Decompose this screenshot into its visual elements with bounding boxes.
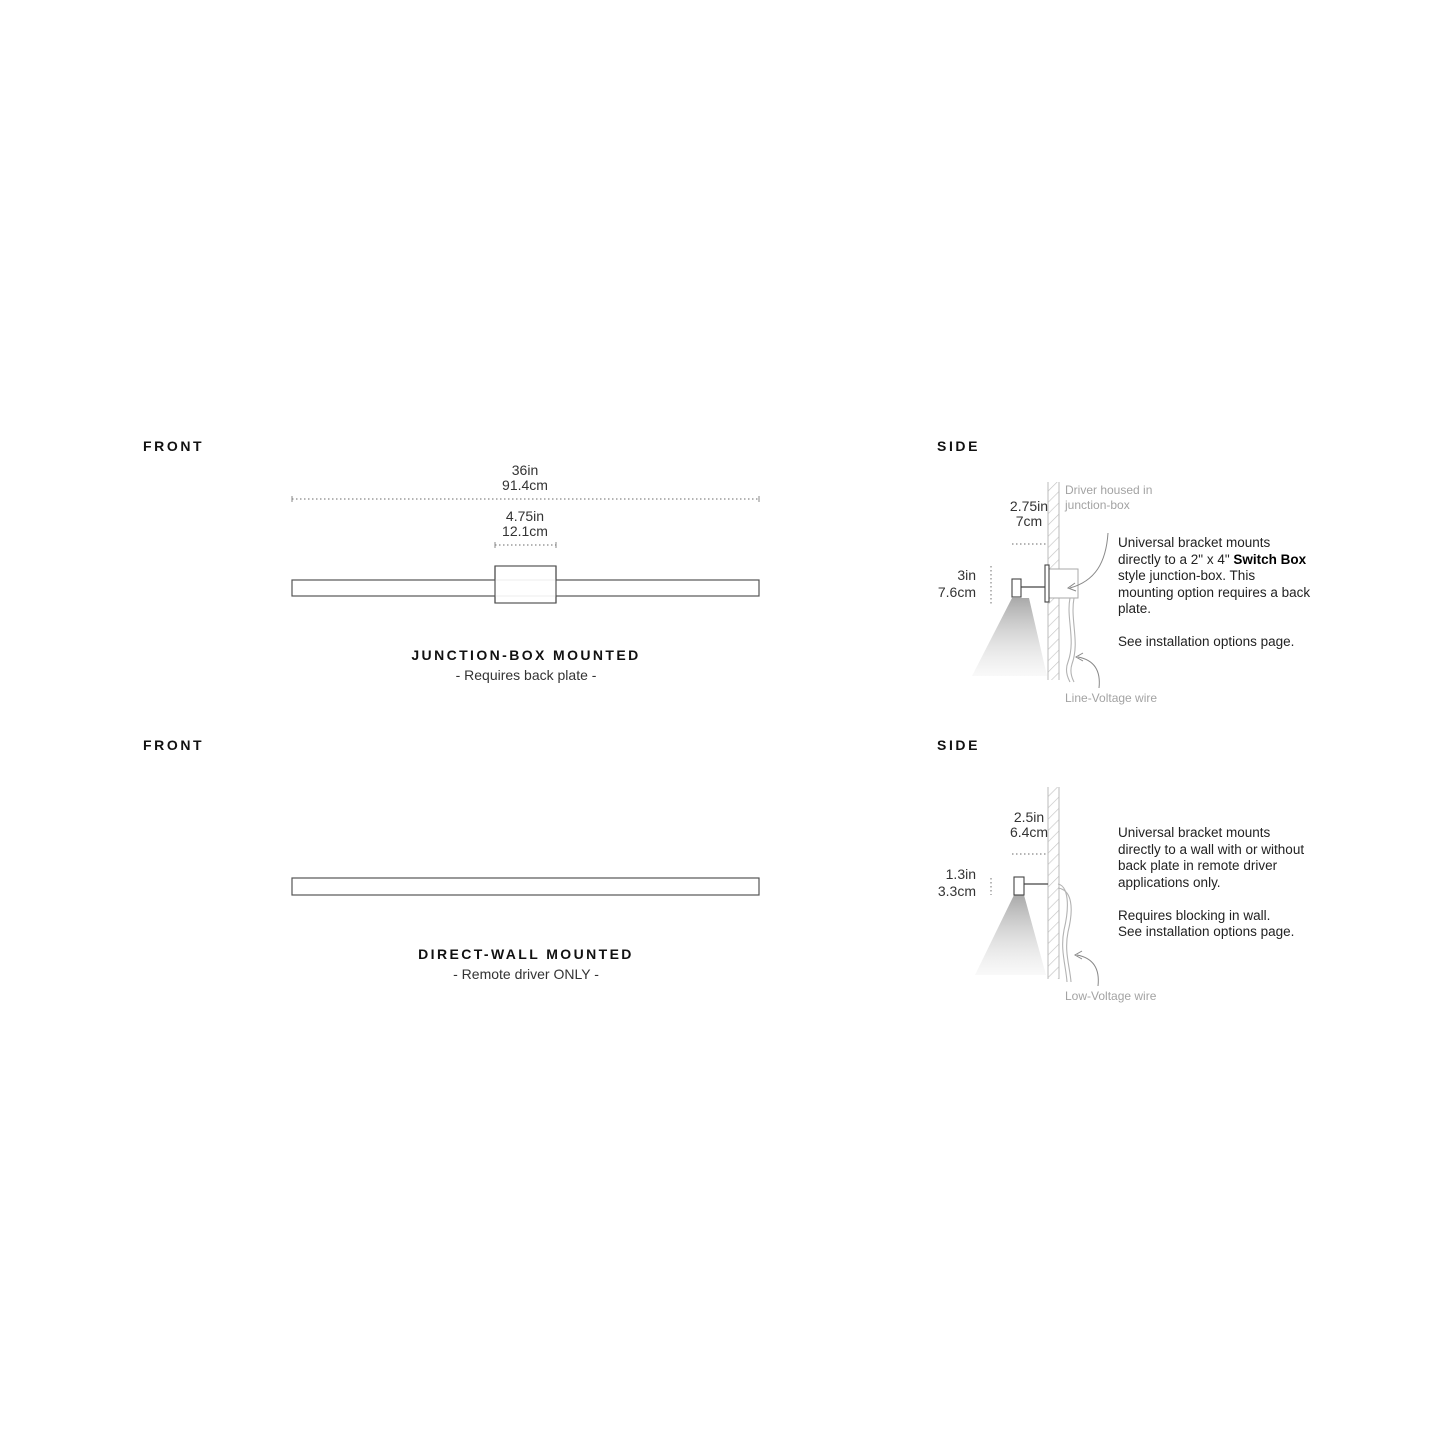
light-beam — [975, 895, 1046, 975]
direct-wall-description — [1118, 825, 1314, 941]
description-part: style junction-box. This mounting option requires a back plate. — [1118, 568, 1311, 616]
depth-in: 2.75in — [1009, 498, 1049, 514]
light-bar-outline — [292, 878, 759, 895]
junction-box-mounted-title: JUNCTION-BOX MOUNTED — [411, 647, 641, 663]
driver-note — [1065, 483, 1152, 513]
installation-options-note: See installation options page. — [1118, 924, 1295, 939]
overall-width-label — [465, 463, 585, 493]
direct-wall-description-text: Universal bracket mounts directly to a wall with or without back plate in remote driver applications only. — [1118, 825, 1305, 890]
junction-box-description-text — [1118, 535, 1314, 618]
height-in: 3in — [957, 567, 976, 583]
line-voltage-wire-label: Line-Voltage wire — [1065, 691, 1158, 705]
depth-cm: 7cm — [1015, 513, 1043, 529]
direct-wall-mounted-title: DIRECT-WALL MOUNTED — [418, 946, 634, 962]
direct-wall-mounted-subtitle: - Remote driver ONLY - — [453, 966, 599, 982]
light-beam — [972, 598, 1047, 676]
fixture-head-side — [1014, 877, 1024, 895]
height-in: 1.3in — [945, 866, 976, 882]
height-cm: 7.6cm — [937, 584, 976, 600]
fixture-head-side — [1012, 579, 1021, 597]
overall-width-in: 36in — [511, 462, 539, 478]
plate-width-in: 4.75in — [505, 508, 545, 524]
junction-box-description — [1118, 535, 1314, 667]
junction-box-mounted-subtitle: - Requires back plate - — [455, 667, 597, 683]
wire-callout-arrow — [1077, 955, 1098, 986]
depth-cm: 6.4cm — [1009, 824, 1049, 840]
depth-label — [1003, 499, 1055, 529]
side-heading: SIDE — [937, 737, 981, 753]
height-cm: 3.3cm — [937, 883, 976, 899]
switch-box-emphasis: Switch Box — [1233, 551, 1307, 567]
description-part: Universal bracket mounts directly to a 2" x 4" — [1118, 535, 1271, 567]
wire-callout-arrow — [1078, 657, 1099, 688]
height-label — [920, 567, 976, 601]
plate-width-cm: 12.1cm — [502, 523, 548, 539]
driver-note-line1: Driver housed in — [1065, 483, 1153, 497]
depth-in: 2.5in — [1013, 809, 1045, 825]
installation-options-note: See installation options page. — [1118, 634, 1295, 649]
depth-label — [1000, 810, 1058, 840]
low-voltage-wire-label: Low-Voltage wire — [1065, 989, 1157, 1003]
front-heading: FRONT — [143, 438, 205, 454]
blocking-note: Requires blocking in wall. — [1118, 907, 1271, 923]
overall-width-cm: 91.4cm — [502, 477, 548, 493]
side-heading: SIDE — [937, 438, 981, 454]
light-bar-outline — [292, 580, 759, 596]
front-heading: FRONT — [143, 737, 205, 753]
low-voltage-wire — [1058, 888, 1071, 982]
plate-width-label — [465, 509, 585, 539]
driver-note-line2: junction-box — [1065, 498, 1130, 512]
height-label — [920, 866, 976, 900]
back-plate-side — [1045, 565, 1049, 602]
